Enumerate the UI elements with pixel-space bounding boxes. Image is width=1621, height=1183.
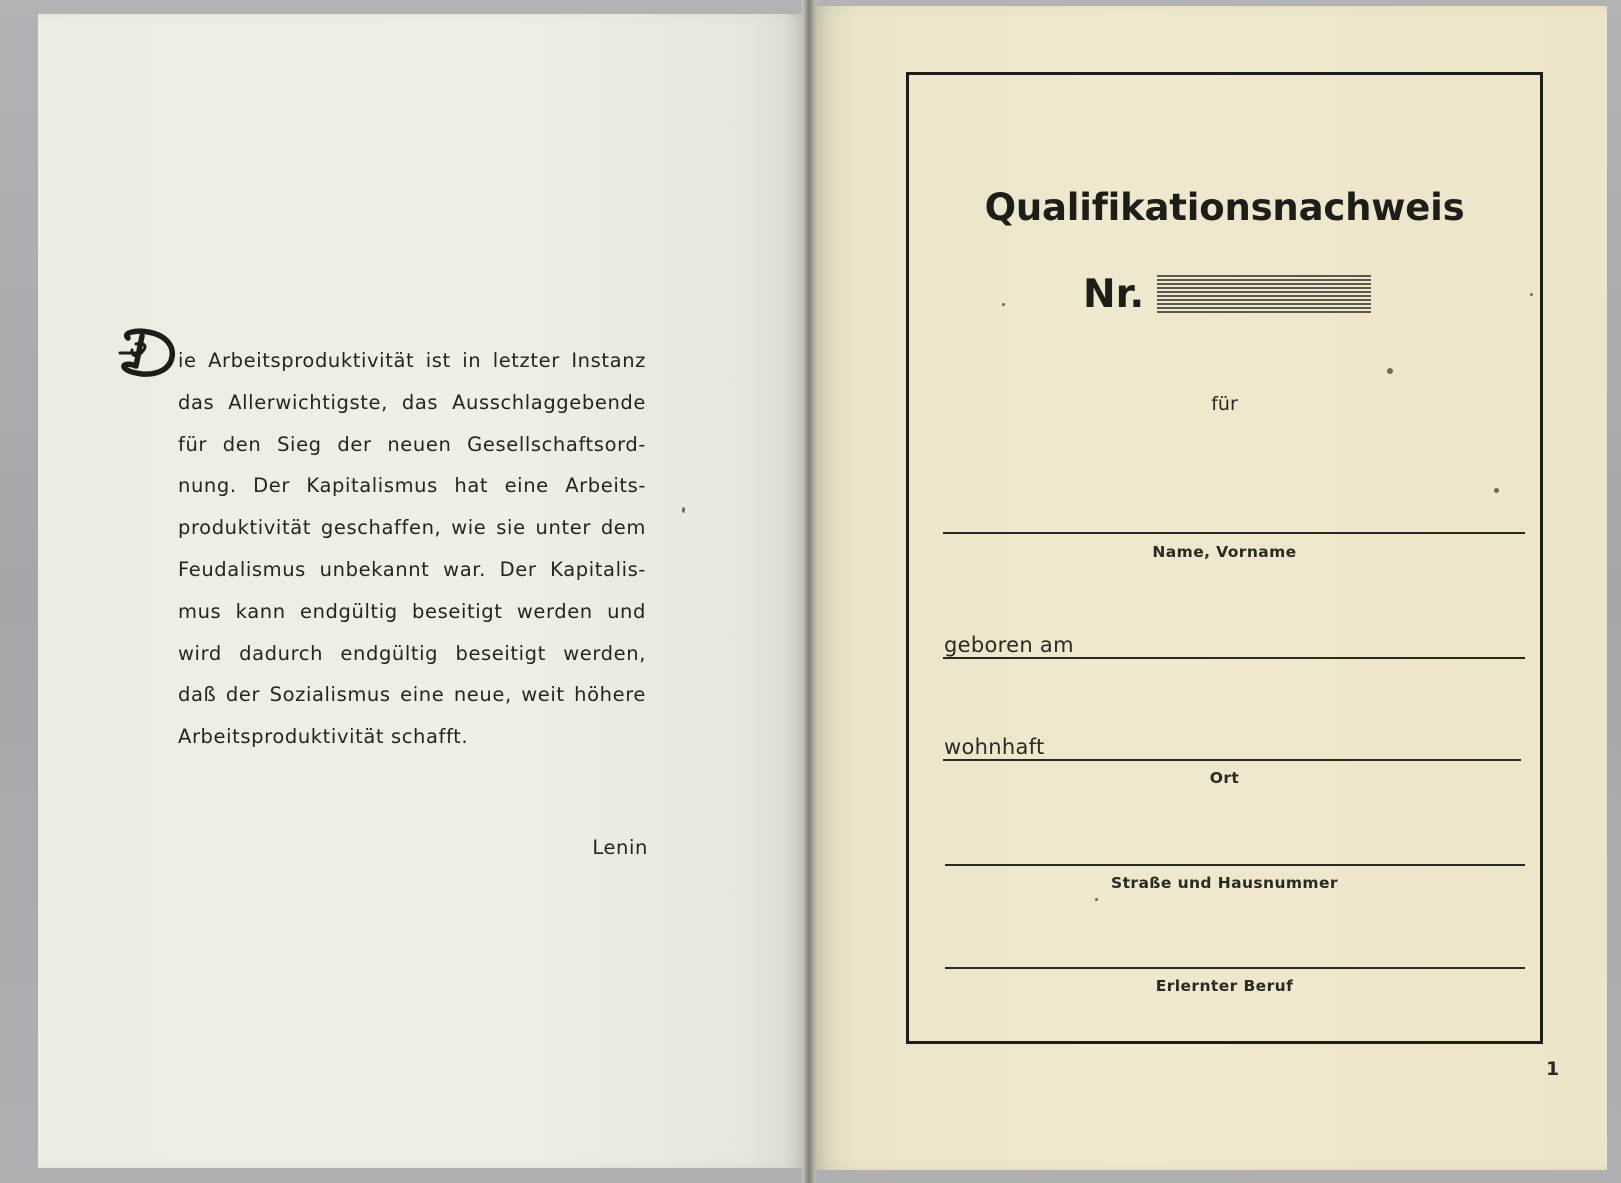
street-line: [945, 864, 1525, 866]
quote-line: für den Sieg der neuen Gesellschaftsord-: [178, 432, 646, 456]
decorative-initial-d: [118, 328, 176, 378]
paper-speck: [682, 507, 685, 513]
residence-line: [943, 759, 1521, 761]
number-label: Nr.: [1083, 272, 1145, 317]
street-caption: Straße und Hausnummer: [1111, 874, 1338, 892]
paper-speck: [1002, 303, 1005, 306]
quote-line: mus kann endgültig beseitigt werden und: [178, 599, 646, 623]
name-caption: Name, Vorname: [1152, 543, 1297, 561]
residence-label: wohnhaft: [944, 735, 1045, 759]
place-caption: Ort: [1209, 769, 1240, 787]
quote-line: Arbeitsproduktivität schafft.: [178, 725, 469, 749]
quote-line: ie Arbeitsproduktivität ist in letzter Instanz: [178, 349, 646, 372]
document-title: Qualifikationsnachweis: [984, 186, 1465, 229]
profession-line: [945, 967, 1525, 969]
page-number: 1: [1546, 1058, 1560, 1080]
paper-speck: [1530, 293, 1533, 296]
paper-speck: [1095, 898, 1098, 901]
book-gutter: [802, 0, 816, 1183]
profession-caption: Erlernter Beruf: [1155, 977, 1294, 995]
born-line: [943, 657, 1525, 659]
quote-line: nung. Der Kapitalismus hat eine Arbeits-: [178, 474, 646, 498]
quote-line: Feudalismus unbekannt war. Der Kapitalis-: [178, 557, 646, 581]
born-label: geboren am: [944, 633, 1074, 657]
quote-line: wird dadurch endgültig beseitigt werden,: [178, 641, 646, 665]
paper-speck: [1494, 488, 1499, 493]
for-label: für: [1211, 393, 1238, 415]
quote-line: daß der Sozialismus eine neue, weit höhere: [178, 683, 646, 707]
paper-speck: [1387, 368, 1393, 374]
number-redaction-lines: [1157, 274, 1371, 318]
lenin-quote: [178, 350, 646, 768]
quote-line: produktivität geschaffen, wie sie unter dem: [178, 516, 646, 540]
quote-author: Lenin: [592, 836, 648, 859]
quote-line: das Allerwichtigste, das Ausschlaggebende: [178, 390, 646, 414]
name-line: [943, 532, 1525, 534]
